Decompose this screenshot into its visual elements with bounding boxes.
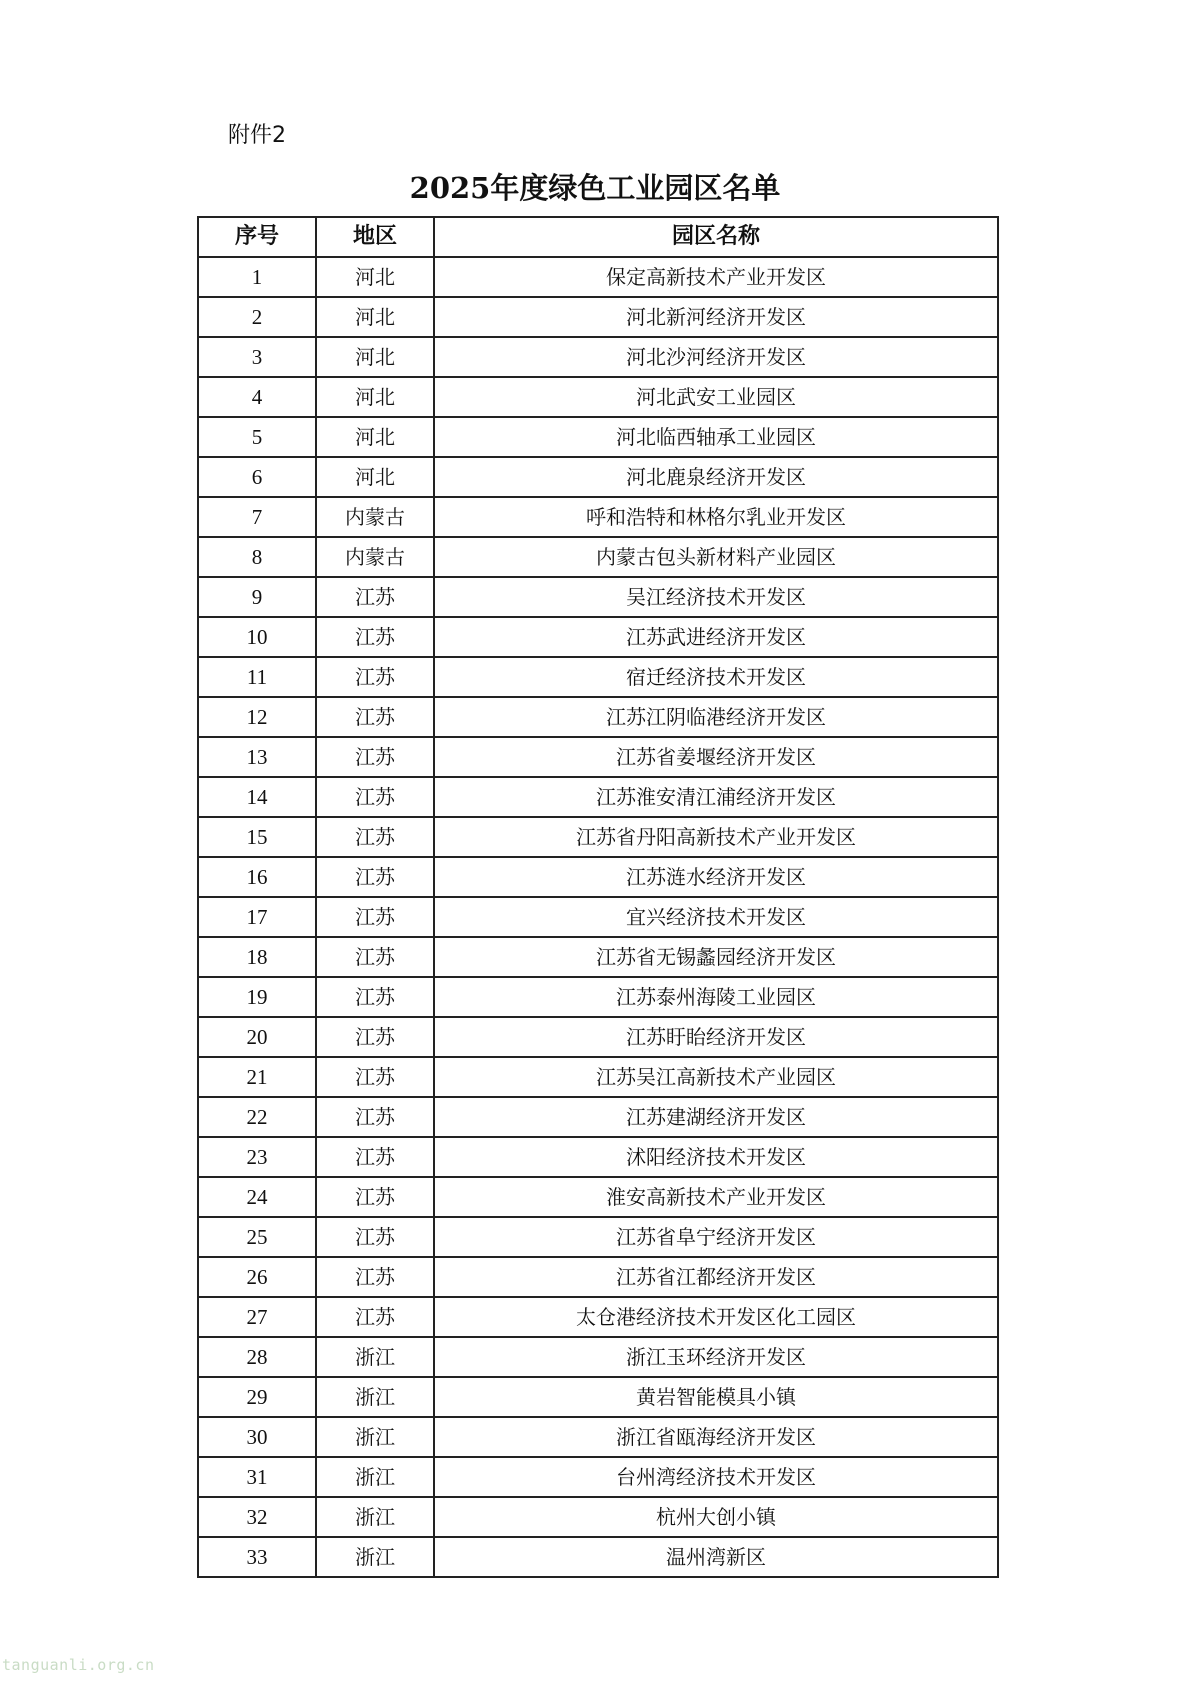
cell-serial-number: 19	[198, 977, 316, 1017]
table-row	[198, 1257, 998, 1297]
cell-serial-number: 14	[198, 777, 316, 817]
cell-serial-number: 16	[198, 857, 316, 897]
cell-serial-number: 23	[198, 1137, 316, 1177]
cell-region: 河北	[316, 457, 434, 497]
cell-serial-number: 4	[198, 377, 316, 417]
cell-serial-number: 9	[198, 577, 316, 617]
cell-region: 浙江	[316, 1417, 434, 1457]
cell-serial-number: 5	[198, 417, 316, 457]
cell-park-name: 宿迁经济技术开发区	[434, 657, 998, 697]
table-row	[198, 1337, 998, 1377]
cell-region: 江苏	[316, 777, 434, 817]
attachment-label: 附件2	[228, 123, 286, 148]
cell-park-name: 河北鹿泉经济开发区	[434, 457, 998, 497]
cell-park-name: 河北新河经济开发区	[434, 297, 998, 337]
cell-serial-number: 7	[198, 497, 316, 537]
cell-park-name: 浙江玉环经济开发区	[434, 1337, 998, 1377]
cell-park-name: 保定高新技术产业开发区	[434, 257, 998, 297]
table-row	[198, 1297, 998, 1337]
cell-park-name: 淮安高新技术产业开发区	[434, 1177, 998, 1217]
table-row	[198, 1457, 998, 1497]
cell-serial-number: 1	[198, 257, 316, 297]
table-row	[198, 537, 998, 577]
table-row	[198, 1217, 998, 1257]
header-park-name: 园区名称	[434, 217, 998, 257]
table-row	[198, 1097, 998, 1137]
cell-serial-number: 13	[198, 737, 316, 777]
cell-serial-number: 33	[198, 1537, 316, 1577]
cell-park-name: 吴江经济技术开发区	[434, 577, 998, 617]
cell-park-name: 河北沙河经济开发区	[434, 337, 998, 377]
table-row	[198, 1417, 998, 1457]
cell-serial-number: 22	[198, 1097, 316, 1137]
cell-region: 河北	[316, 337, 434, 377]
cell-serial-number: 28	[198, 1337, 316, 1377]
cell-serial-number: 29	[198, 1377, 316, 1417]
cell-region: 河北	[316, 297, 434, 337]
cell-region: 江苏	[316, 657, 434, 697]
cell-serial-number: 20	[198, 1017, 316, 1057]
table-row	[198, 977, 998, 1017]
cell-park-name: 太仓港经济技术开发区化工园区	[434, 1297, 998, 1337]
cell-region: 江苏	[316, 737, 434, 777]
cell-region: 江苏	[316, 1217, 434, 1257]
page-title: 2025年度绿色工业园区名单	[409, 171, 781, 205]
cell-park-name: 江苏省江都经济开发区	[434, 1257, 998, 1297]
cell-region: 浙江	[316, 1537, 434, 1577]
cell-region: 江苏	[316, 857, 434, 897]
cell-region: 河北	[316, 417, 434, 457]
cell-serial-number: 18	[198, 937, 316, 977]
cell-region: 江苏	[316, 977, 434, 1017]
cell-region: 内蒙古	[316, 537, 434, 577]
cell-park-name: 江苏吴江高新技术产业园区	[434, 1057, 998, 1097]
table-row	[198, 777, 998, 817]
cell-park-name: 黄岩智能模具小镇	[434, 1377, 998, 1417]
cell-region: 浙江	[316, 1497, 434, 1537]
table-row	[198, 1137, 998, 1177]
cell-park-name: 宜兴经济技术开发区	[434, 897, 998, 937]
cell-park-name: 江苏省姜堰经济开发区	[434, 737, 998, 777]
cell-park-name: 呼和浩特和林格尔乳业开发区	[434, 497, 998, 537]
park-list-table	[197, 216, 999, 1578]
cell-region: 河北	[316, 257, 434, 297]
table-row	[198, 1537, 998, 1577]
cell-serial-number: 11	[198, 657, 316, 697]
table-row	[198, 457, 998, 497]
cell-serial-number: 8	[198, 537, 316, 577]
cell-region: 江苏	[316, 697, 434, 737]
table-header-row	[198, 217, 998, 257]
table-row	[198, 417, 998, 457]
cell-serial-number: 6	[198, 457, 316, 497]
table-body	[198, 257, 998, 1577]
table-row	[198, 897, 998, 937]
cell-serial-number: 25	[198, 1217, 316, 1257]
cell-serial-number: 24	[198, 1177, 316, 1217]
cell-region: 江苏	[316, 1017, 434, 1057]
cell-region: 内蒙古	[316, 497, 434, 537]
cell-serial-number: 3	[198, 337, 316, 377]
cell-serial-number: 12	[198, 697, 316, 737]
cell-serial-number: 26	[198, 1257, 316, 1297]
cell-region: 江苏	[316, 1257, 434, 1297]
cell-region: 江苏	[316, 897, 434, 937]
cell-park-name: 江苏省无锡蠡园经济开发区	[434, 937, 998, 977]
table-row	[198, 337, 998, 377]
cell-region: 江苏	[316, 577, 434, 617]
cell-region: 江苏	[316, 1097, 434, 1137]
cell-park-name: 台州湾经济技术开发区	[434, 1457, 998, 1497]
table-row	[198, 1057, 998, 1097]
watermark-text: tanguanli.org.cn	[2, 1656, 155, 1674]
header-serial-number: 序号	[198, 217, 316, 257]
cell-region: 江苏	[316, 937, 434, 977]
table-row	[198, 817, 998, 857]
cell-region: 江苏	[316, 817, 434, 857]
table-row	[198, 1017, 998, 1057]
table-row	[198, 1377, 998, 1417]
cell-region: 浙江	[316, 1377, 434, 1417]
table-row	[198, 657, 998, 697]
table-row	[198, 697, 998, 737]
cell-park-name: 江苏江阴临港经济开发区	[434, 697, 998, 737]
cell-park-name: 江苏武进经济开发区	[434, 617, 998, 657]
cell-region: 江苏	[316, 1137, 434, 1177]
cell-serial-number: 2	[198, 297, 316, 337]
cell-park-name: 江苏建湖经济开发区	[434, 1097, 998, 1137]
cell-serial-number: 21	[198, 1057, 316, 1097]
cell-park-name: 河北临西轴承工业园区	[434, 417, 998, 457]
table-row	[198, 617, 998, 657]
cell-park-name: 内蒙古包头新材料产业园区	[434, 537, 998, 577]
cell-serial-number: 30	[198, 1417, 316, 1457]
table-row	[198, 497, 998, 537]
cell-region: 江苏	[316, 1057, 434, 1097]
cell-park-name: 温州湾新区	[434, 1537, 998, 1577]
cell-park-name: 江苏淮安清江浦经济开发区	[434, 777, 998, 817]
cell-park-name: 杭州大创小镇	[434, 1497, 998, 1537]
cell-park-name: 江苏省丹阳高新技术产业开发区	[434, 817, 998, 857]
cell-region: 江苏	[316, 1297, 434, 1337]
table-row	[198, 857, 998, 897]
table-row	[198, 577, 998, 617]
cell-serial-number: 32	[198, 1497, 316, 1537]
header-region: 地区	[316, 217, 434, 257]
cell-region: 浙江	[316, 1337, 434, 1377]
table-row	[198, 937, 998, 977]
cell-park-name: 江苏泰州海陵工业园区	[434, 977, 998, 1017]
cell-park-name: 江苏盱眙经济开发区	[434, 1017, 998, 1057]
table-row	[198, 737, 998, 777]
cell-park-name: 浙江省瓯海经济开发区	[434, 1417, 998, 1457]
cell-park-name: 沭阳经济技术开发区	[434, 1137, 998, 1177]
table-row	[198, 257, 998, 297]
cell-park-name: 江苏涟水经济开发区	[434, 857, 998, 897]
cell-park-name: 河北武安工业园区	[434, 377, 998, 417]
table-row	[198, 377, 998, 417]
table-row	[198, 1177, 998, 1217]
cell-serial-number: 31	[198, 1457, 316, 1497]
table-row	[198, 1497, 998, 1537]
cell-region: 河北	[316, 377, 434, 417]
cell-region: 江苏	[316, 617, 434, 657]
cell-serial-number: 17	[198, 897, 316, 937]
cell-serial-number: 27	[198, 1297, 316, 1337]
table-row	[198, 297, 998, 337]
cell-serial-number: 15	[198, 817, 316, 857]
cell-park-name: 江苏省阜宁经济开发区	[434, 1217, 998, 1257]
cell-region: 江苏	[316, 1177, 434, 1217]
cell-serial-number: 10	[198, 617, 316, 657]
cell-region: 浙江	[316, 1457, 434, 1497]
